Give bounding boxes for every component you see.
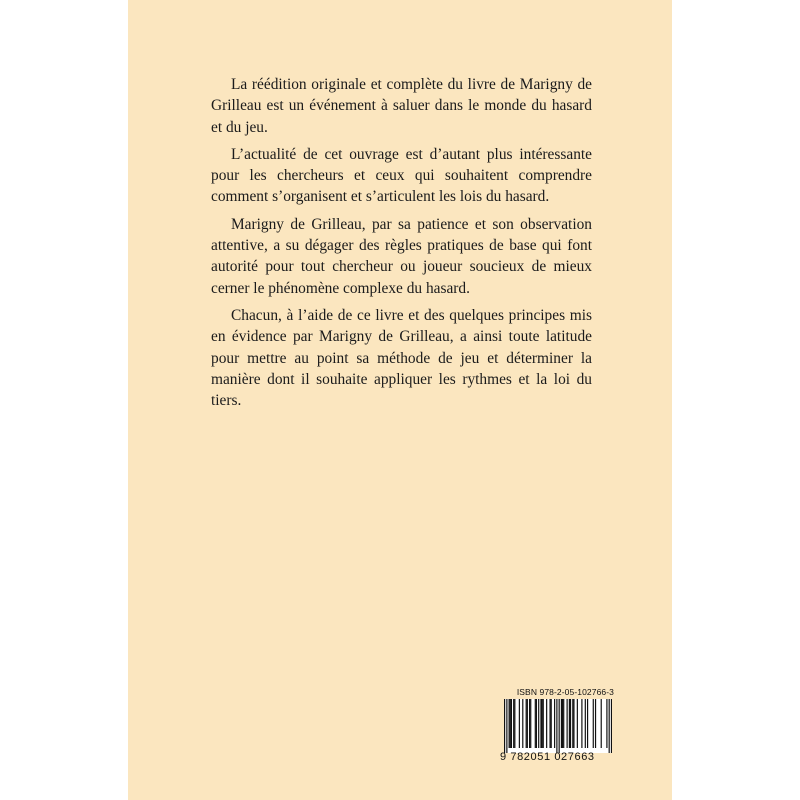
barcode-bar	[562, 699, 563, 748]
barcode-bar	[567, 699, 568, 748]
blurb-paragraph-1: La réédition originale et complète du livre de Marigny de Grilleau est un événement à saluer dans le monde du hasard et du jeu.	[211, 76, 592, 136]
barcode-bar	[542, 699, 543, 748]
barcode-bar	[529, 699, 530, 748]
barcode-bar	[510, 699, 511, 748]
barcode-bar	[609, 699, 610, 753]
barcode-bar	[569, 699, 570, 748]
barcode-bar	[559, 699, 560, 753]
barcode-bar	[606, 699, 607, 748]
ean-digits: 9 782051 027663	[500, 751, 595, 763]
barcode-bar	[509, 699, 510, 748]
barcode-bar	[540, 699, 541, 748]
barcode-bar	[595, 699, 596, 748]
barcode-bar	[530, 699, 531, 748]
barcode-bar	[513, 699, 514, 748]
book-back-cover	[128, 0, 672, 800]
barcode-bar	[526, 699, 527, 748]
isbn-label: ISBN 978-2-05-102766-3	[516, 687, 614, 697]
barcode-bar	[554, 699, 555, 748]
barcode-bar	[514, 699, 515, 748]
barcode-bars-graphic	[504, 699, 612, 753]
isbn-barcode	[500, 687, 614, 767]
blurb-paragraph-4: Chacun, à l’aide de ce livre et des quelques principes mis en évidence par Marigny de Grilleau, a ainsi toute latitude pour mettre au point sa méthode de jeu et déterminer la manière dont il souhaite appliquer les rythmes et la loi du tiers.	[211, 306, 592, 410]
barcode-bar	[581, 699, 582, 748]
blurb-paragraph-3: Marigny de Grilleau, par sa patience et son observation attentive, a su dégager des règles pratiques de base qui font autorité pour tout chercheur ou joueur soucieux de mieux cerner le phénomène complexe du hasard.	[211, 215, 592, 297]
barcode-bar	[506, 699, 507, 753]
barcode-bar	[570, 699, 571, 748]
barcode-bar	[577, 699, 578, 748]
barcode-bar	[593, 699, 594, 748]
barcode-bar	[504, 699, 505, 753]
blurb-paragraph-2: L’actualité de cet ouvrage est d’autant plus intéressante pour les chercheurs et ceux qui souhaitent comprendre comment s’organisent et s’articulent les lois du hasard.	[211, 145, 592, 206]
barcode-bar	[519, 699, 520, 748]
barcode-bar	[543, 699, 544, 748]
barcode-bar	[536, 699, 537, 748]
barcode-bar	[535, 699, 536, 748]
barcode-bar	[538, 699, 539, 748]
blurb-text	[211, 74, 592, 417]
barcode-bar	[556, 699, 557, 753]
barcode-bar	[563, 699, 564, 748]
barcode-bar	[561, 699, 562, 748]
barcode-bar	[573, 699, 574, 748]
barcode-bar	[527, 699, 528, 748]
barcode-bar	[587, 699, 588, 748]
barcode-bar	[611, 699, 612, 753]
barcode-bar	[511, 699, 512, 748]
barcode-bar	[522, 699, 523, 748]
barcode-bar	[551, 699, 552, 748]
barcode-bar	[572, 699, 573, 748]
barcode-bar	[549, 699, 550, 748]
barcode-bar	[546, 699, 547, 748]
barcode-bar	[601, 699, 602, 748]
barcode-bar	[585, 699, 586, 748]
